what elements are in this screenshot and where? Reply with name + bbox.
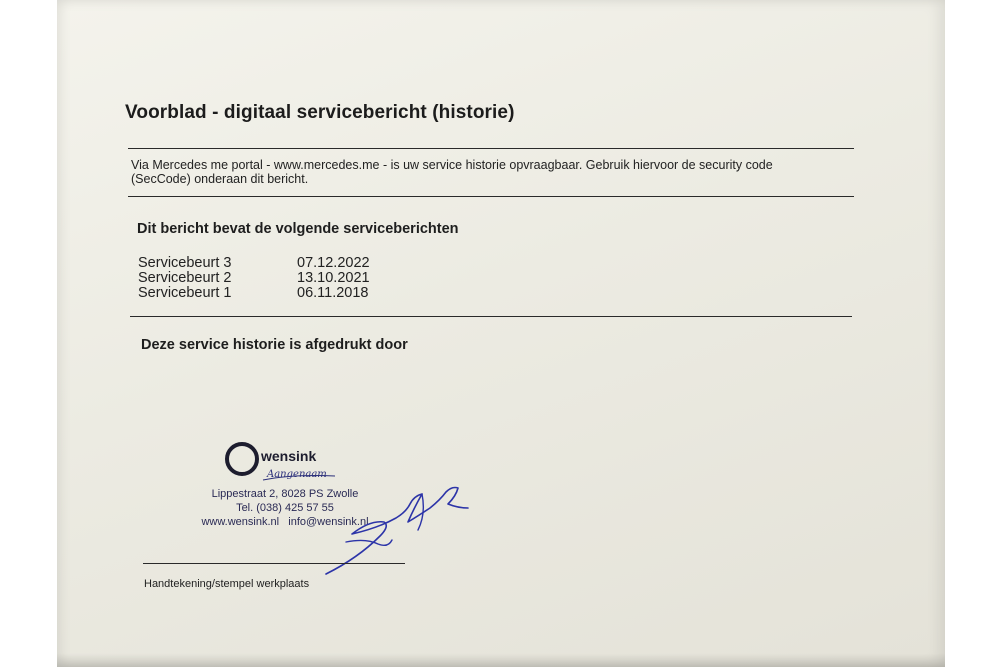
- service-date: 13.10.2021: [297, 270, 370, 286]
- service-name: Servicebeurt 3: [138, 255, 232, 271]
- service-name: Servicebeurt 2: [138, 270, 232, 286]
- divider-services: [130, 316, 852, 317]
- service-name: Servicebeurt 1: [138, 285, 232, 301]
- printed-by-heading: Deze service historie is afgedrukt door: [141, 337, 408, 353]
- stamp-phone: Tel. (038) 425 57 55: [236, 502, 334, 514]
- divider-intro: [128, 196, 854, 197]
- signature-caption: Handtekening/stempel werkplaats: [144, 578, 310, 590]
- logo-ring-icon: [227, 444, 257, 474]
- service-row: [138, 286, 418, 301]
- intro-text: Via Mercedes me portal - www.mercedes.me - is uw service historie opvraagbaar. Gebruik hiervoor de security code (SecCode) onderaan dit bericht.: [131, 158, 773, 186]
- service-row: [138, 271, 418, 286]
- paper-sheet: [57, 0, 945, 667]
- stamp-brand: wensink: [261, 448, 317, 464]
- service-row: [138, 256, 418, 271]
- service-date: 06.11.2018: [297, 285, 369, 301]
- document-title: Voorblad - digitaal servicebericht (historie): [125, 102, 515, 123]
- paper-shadow: [57, 653, 945, 667]
- service-date: 07.12.2022: [297, 255, 370, 271]
- services-heading: Dit bericht bevat de volgende serviceberichten: [137, 221, 459, 237]
- service-list: [138, 256, 418, 301]
- stamp-address-line: Lippestraat 2, 8028 PS Zwolle: [211, 488, 359, 500]
- signature-line: [143, 563, 405, 564]
- divider-top: [128, 148, 854, 149]
- stamp-tagline: Aangenaam: [267, 469, 327, 480]
- stamp-web-email: www.wensink.nl info@wensink.nl: [201, 516, 369, 528]
